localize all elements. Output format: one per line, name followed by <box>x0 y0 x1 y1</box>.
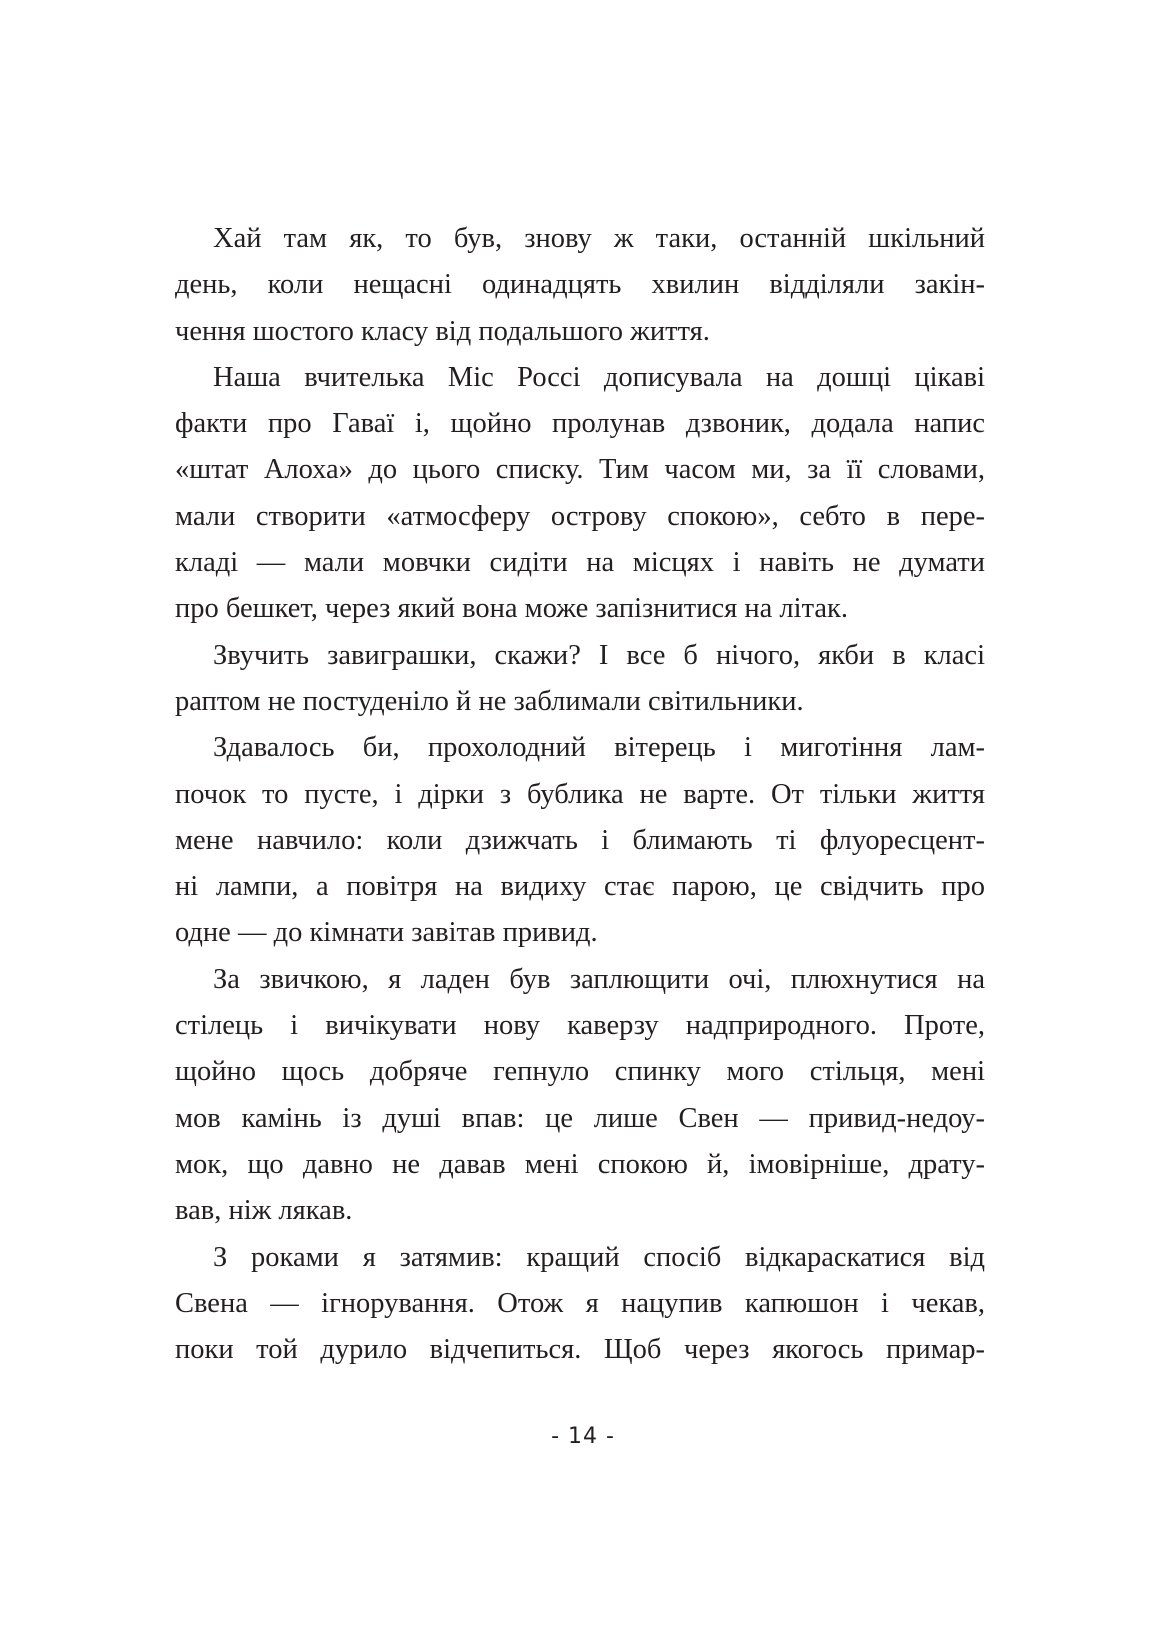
text-line: Наша вчителька Міс Россі дописувала на дошці цікаві <box>213 361 985 393</box>
text-line: почок то пусте, і дірки з бублика не варте. От тільки життя <box>175 778 985 810</box>
text-line: «штат Алоха» до цього списку. Тим часом ми, за її словами, <box>175 454 985 486</box>
text-line: Хай там як, то був, знову ж таки, останній шкільний <box>213 223 985 254</box>
text-line: Звучить завиграшки, скажи? І все б нічого, якби в класі <box>213 639 985 671</box>
text-line: ні лампи, а повітря на видиху стає парою, це свідчить про <box>175 871 985 903</box>
text-line: мов камінь із душі впав: це лише Свен — привид-недоу- <box>175 1102 985 1134</box>
text-line: мене навчило: коли дзижчать і блимають ті флуоресцент- <box>175 824 985 856</box>
body-text <box>175 216 985 1373</box>
text-line: чення шостого класу від подальшого життя. <box>175 315 710 347</box>
page-number: - 14 - <box>551 1424 615 1449</box>
text-line: про бешкет, через який вона може запізнитися на літак. <box>175 593 848 625</box>
text-line: мок, що давно не давав мені спокою й, імовірніше, драту- <box>175 1148 985 1180</box>
text-line: За звичкою, я ладен був заплющити очі, плюхнутися на <box>213 963 985 995</box>
text-line: мали створити «атмосферу острову спокою», себто в пере- <box>175 500 985 532</box>
text-line: одне — до кімнати завітав привид. <box>175 917 598 949</box>
text-line: факти про Гаваї і, щойно пролунав дзвоник, додала напис <box>175 408 985 440</box>
text-line: день, коли нещасні одинадцять хвилин відділяли закін- <box>175 269 985 301</box>
text-line: вав, ніж лякав. <box>175 1195 353 1227</box>
text-line: поки той дурило відчепиться. Щоб через якогось примар- <box>175 1334 985 1366</box>
text-line: щойно щось добряче гепнуло спинку мого стільця, мені <box>175 1056 985 1088</box>
text-line: кладі — мали мовчки сидіти на місцях і навіть не думати <box>175 547 985 579</box>
text-line: З роками я затямив: кращий спосіб відкараскатися від <box>213 1241 985 1273</box>
text-line: раптом не постуденіло й не заблимали світильники. <box>175 685 804 717</box>
text-line: Здавалось би, прохолодний вітерець і миготіння лам- <box>213 732 985 764</box>
text-line: стілець і вичікувати нову каверзу надприродного. Проте, <box>175 1010 985 1042</box>
text-line: Свена — ігнорування. Отож я нацупив капюшон і чекав, <box>175 1287 985 1319</box>
